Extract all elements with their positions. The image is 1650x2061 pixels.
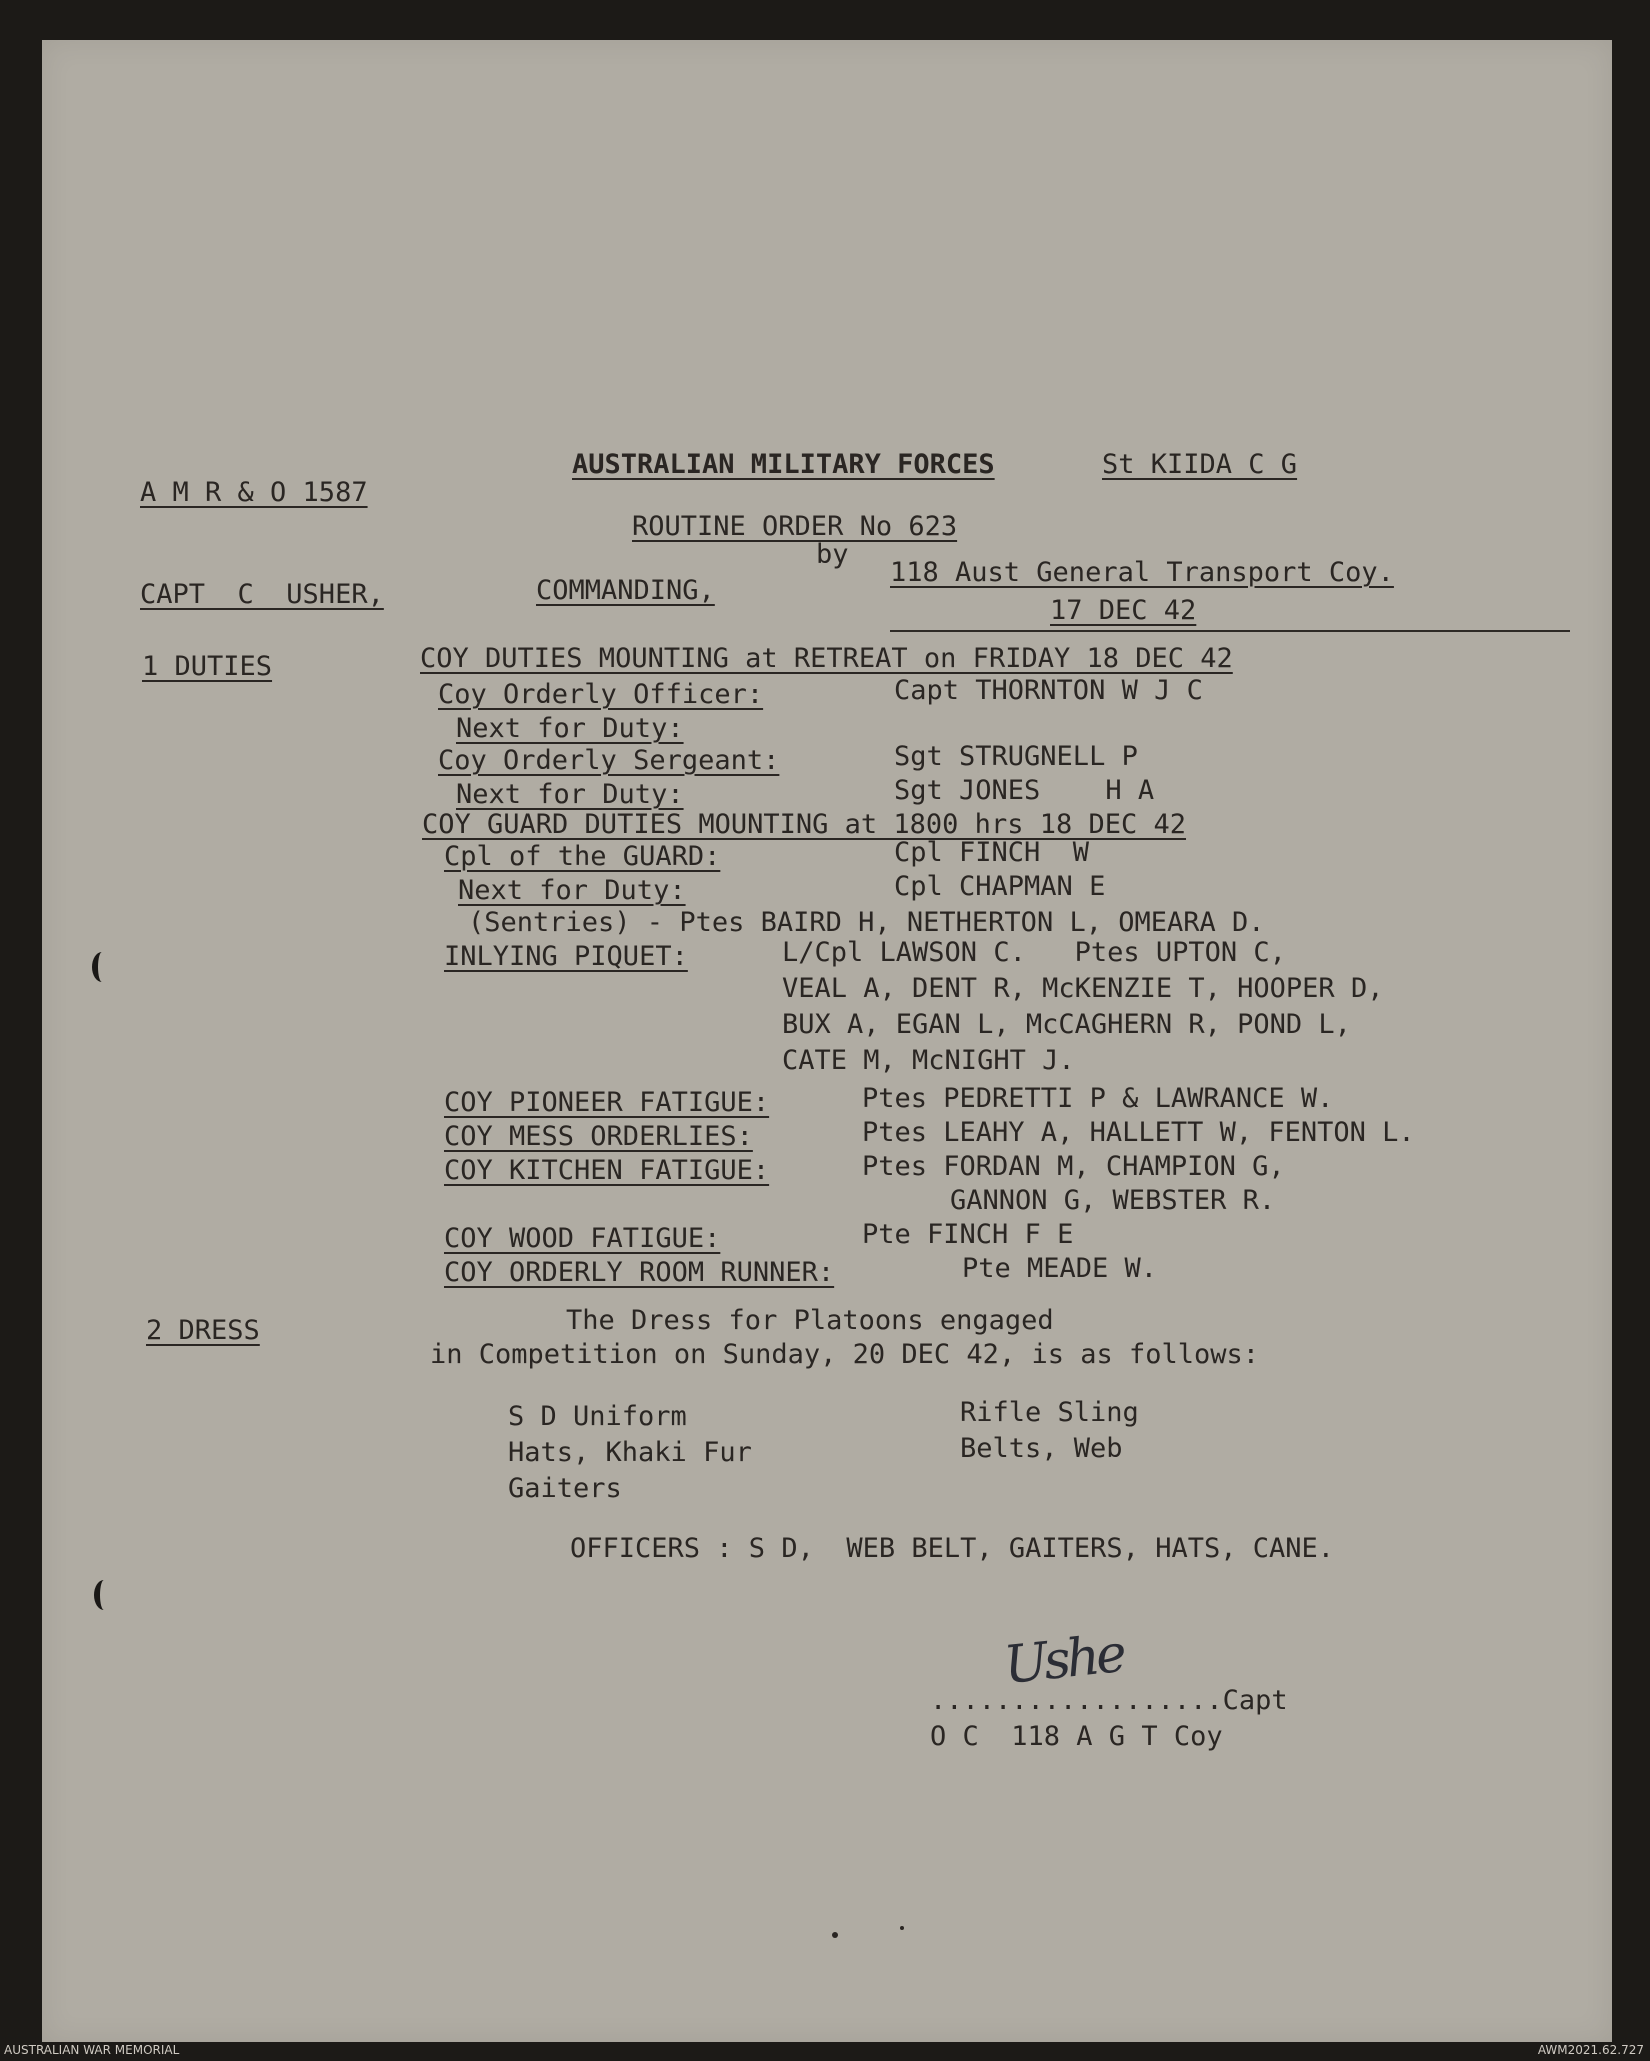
next-for-duty-2-label: Next for Duty: <box>456 779 684 810</box>
next-for-duty-1-label: Next for Duty: <box>456 713 684 744</box>
document-page <box>42 40 1612 2042</box>
header-rule <box>890 630 1570 632</box>
footer-right: AWM2021.62.727 <box>1537 2043 1644 2057</box>
dress-item-3: Gaiters <box>508 1473 622 1504</box>
orderly-sergeant-label: Coy Orderly Sergeant: <box>438 745 780 776</box>
force-title: AUSTRALIAN MILITARY FORCES <box>572 449 995 480</box>
ink-dot <box>832 1932 838 1938</box>
cpl-guard-value: Cpl FINCH W <box>894 837 1090 868</box>
unit-name: 118 Aust General Transport Coy. <box>890 557 1394 588</box>
kitchen-fatigue-label: COY KITCHEN FATIGUE: <box>444 1155 770 1186</box>
inlying-piquet-line-2: VEAL A, DENT R, McKENZIE T, HOOPER D, <box>782 973 1384 1004</box>
orderly-sergeant-value: Sgt STRUGNELL P <box>894 741 1138 772</box>
cpl-guard-label: Cpl of the GUARD: <box>444 841 721 872</box>
wood-fatigue-value: Pte FINCH F E <box>862 1219 1074 1250</box>
orderly-officer-value: Capt THORNTON W J C <box>894 675 1203 706</box>
location: St KIIDA C G <box>1102 449 1298 480</box>
signature-title: O C 118 A G T Coy <box>930 1721 1223 1752</box>
officers-dress: OFFICERS : S D, WEB BELT, GAITERS, HATS, CANE. <box>570 1533 1335 1564</box>
dress-line-2: in Competition on Sunday, 20 DEC 42, is as follows: <box>430 1339 1260 1370</box>
duties-heading: 1 DUTIES <box>142 651 273 682</box>
wood-fatigue-label: COY WOOD FATIGUE: <box>444 1223 721 1254</box>
pioneer-fatigue-value: Ptes PEDRETTI P & LAWRANCE W. <box>862 1083 1334 1114</box>
kitchen-fatigue-value-1: Ptes FORDAN M, CHAMPION G, <box>862 1151 1285 1182</box>
inlying-piquet-label: INLYING PIQUET: <box>444 941 688 972</box>
reference-number: A M R & O 1587 <box>140 477 368 508</box>
dress-line-1: The Dress for Platoons engaged <box>566 1305 1054 1336</box>
order-title: ROUTINE ORDER No 623 <box>632 511 958 542</box>
next-for-duty-3-label: Next for Duty: <box>458 875 686 906</box>
mess-orderlies-value: Ptes LEAHY A, HALLETT W, FENTON L. <box>862 1117 1415 1148</box>
commanding-officer: CAPT C USHER, <box>140 579 384 610</box>
kitchen-fatigue-value-2: GANNON G, WEBSTER R. <box>950 1185 1276 1216</box>
duties-mounting: COY DUTIES MOUNTING at RETREAT on FRIDAY 18 DEC 42 <box>420 643 1233 674</box>
ink-dot <box>900 1926 904 1930</box>
inlying-piquet-line-3: BUX A, EGAN L, McCAGHERN R, POND L, <box>782 1009 1351 1040</box>
commanding-label: COMMANDING, <box>536 575 715 606</box>
mess-orderlies-label: COY MESS ORDERLIES: <box>444 1121 753 1152</box>
order-date: 17 DEC 42 <box>1050 595 1197 626</box>
next-for-duty-2-value: Sgt JONES H A <box>894 775 1155 806</box>
next-for-duty-3-value: Cpl CHAPMAN E <box>894 871 1106 902</box>
orderly-officer-label: Coy Orderly Officer: <box>438 679 764 710</box>
dress-item-1: S D Uniform <box>508 1401 687 1432</box>
inlying-piquet-line-4: CATE M, McNIGHT J. <box>782 1045 1075 1076</box>
order-by: by <box>816 539 849 570</box>
punch-hole-bottom <box>94 1580 114 1610</box>
footer-left: AUSTRALIAN WAR MEMORIAL <box>4 2043 180 2057</box>
inlying-piquet-line-1: L/Cpl LAWSON C. Ptes UPTON C, <box>782 937 1286 968</box>
punch-hole-top <box>92 952 112 982</box>
orderly-room-runner-value: Pte MEADE W. <box>962 1253 1158 1284</box>
signature-dots: ..................Capt <box>930 1685 1288 1716</box>
dress-item-2: Hats, Khaki Fur <box>508 1437 752 1468</box>
pioneer-fatigue-label: COY PIONEER FATIGUE: <box>444 1087 770 1118</box>
dress-item-5: Belts, Web <box>960 1433 1123 1464</box>
dress-heading: 2 DRESS <box>146 1315 260 1346</box>
handwritten-signature: Ushe <box>1001 1623 1126 1697</box>
dress-item-4: Rifle Sling <box>960 1397 1139 1428</box>
guard-mounting: COY GUARD DUTIES MOUNTING at 1800 hrs 18 DEC 42 <box>422 809 1187 840</box>
orderly-room-runner-label: COY ORDERLY ROOM RUNNER: <box>444 1257 835 1288</box>
sentries: (Sentries) - Ptes BAIRD H, NETHERTON L, OMEARA D. <box>468 907 1265 938</box>
